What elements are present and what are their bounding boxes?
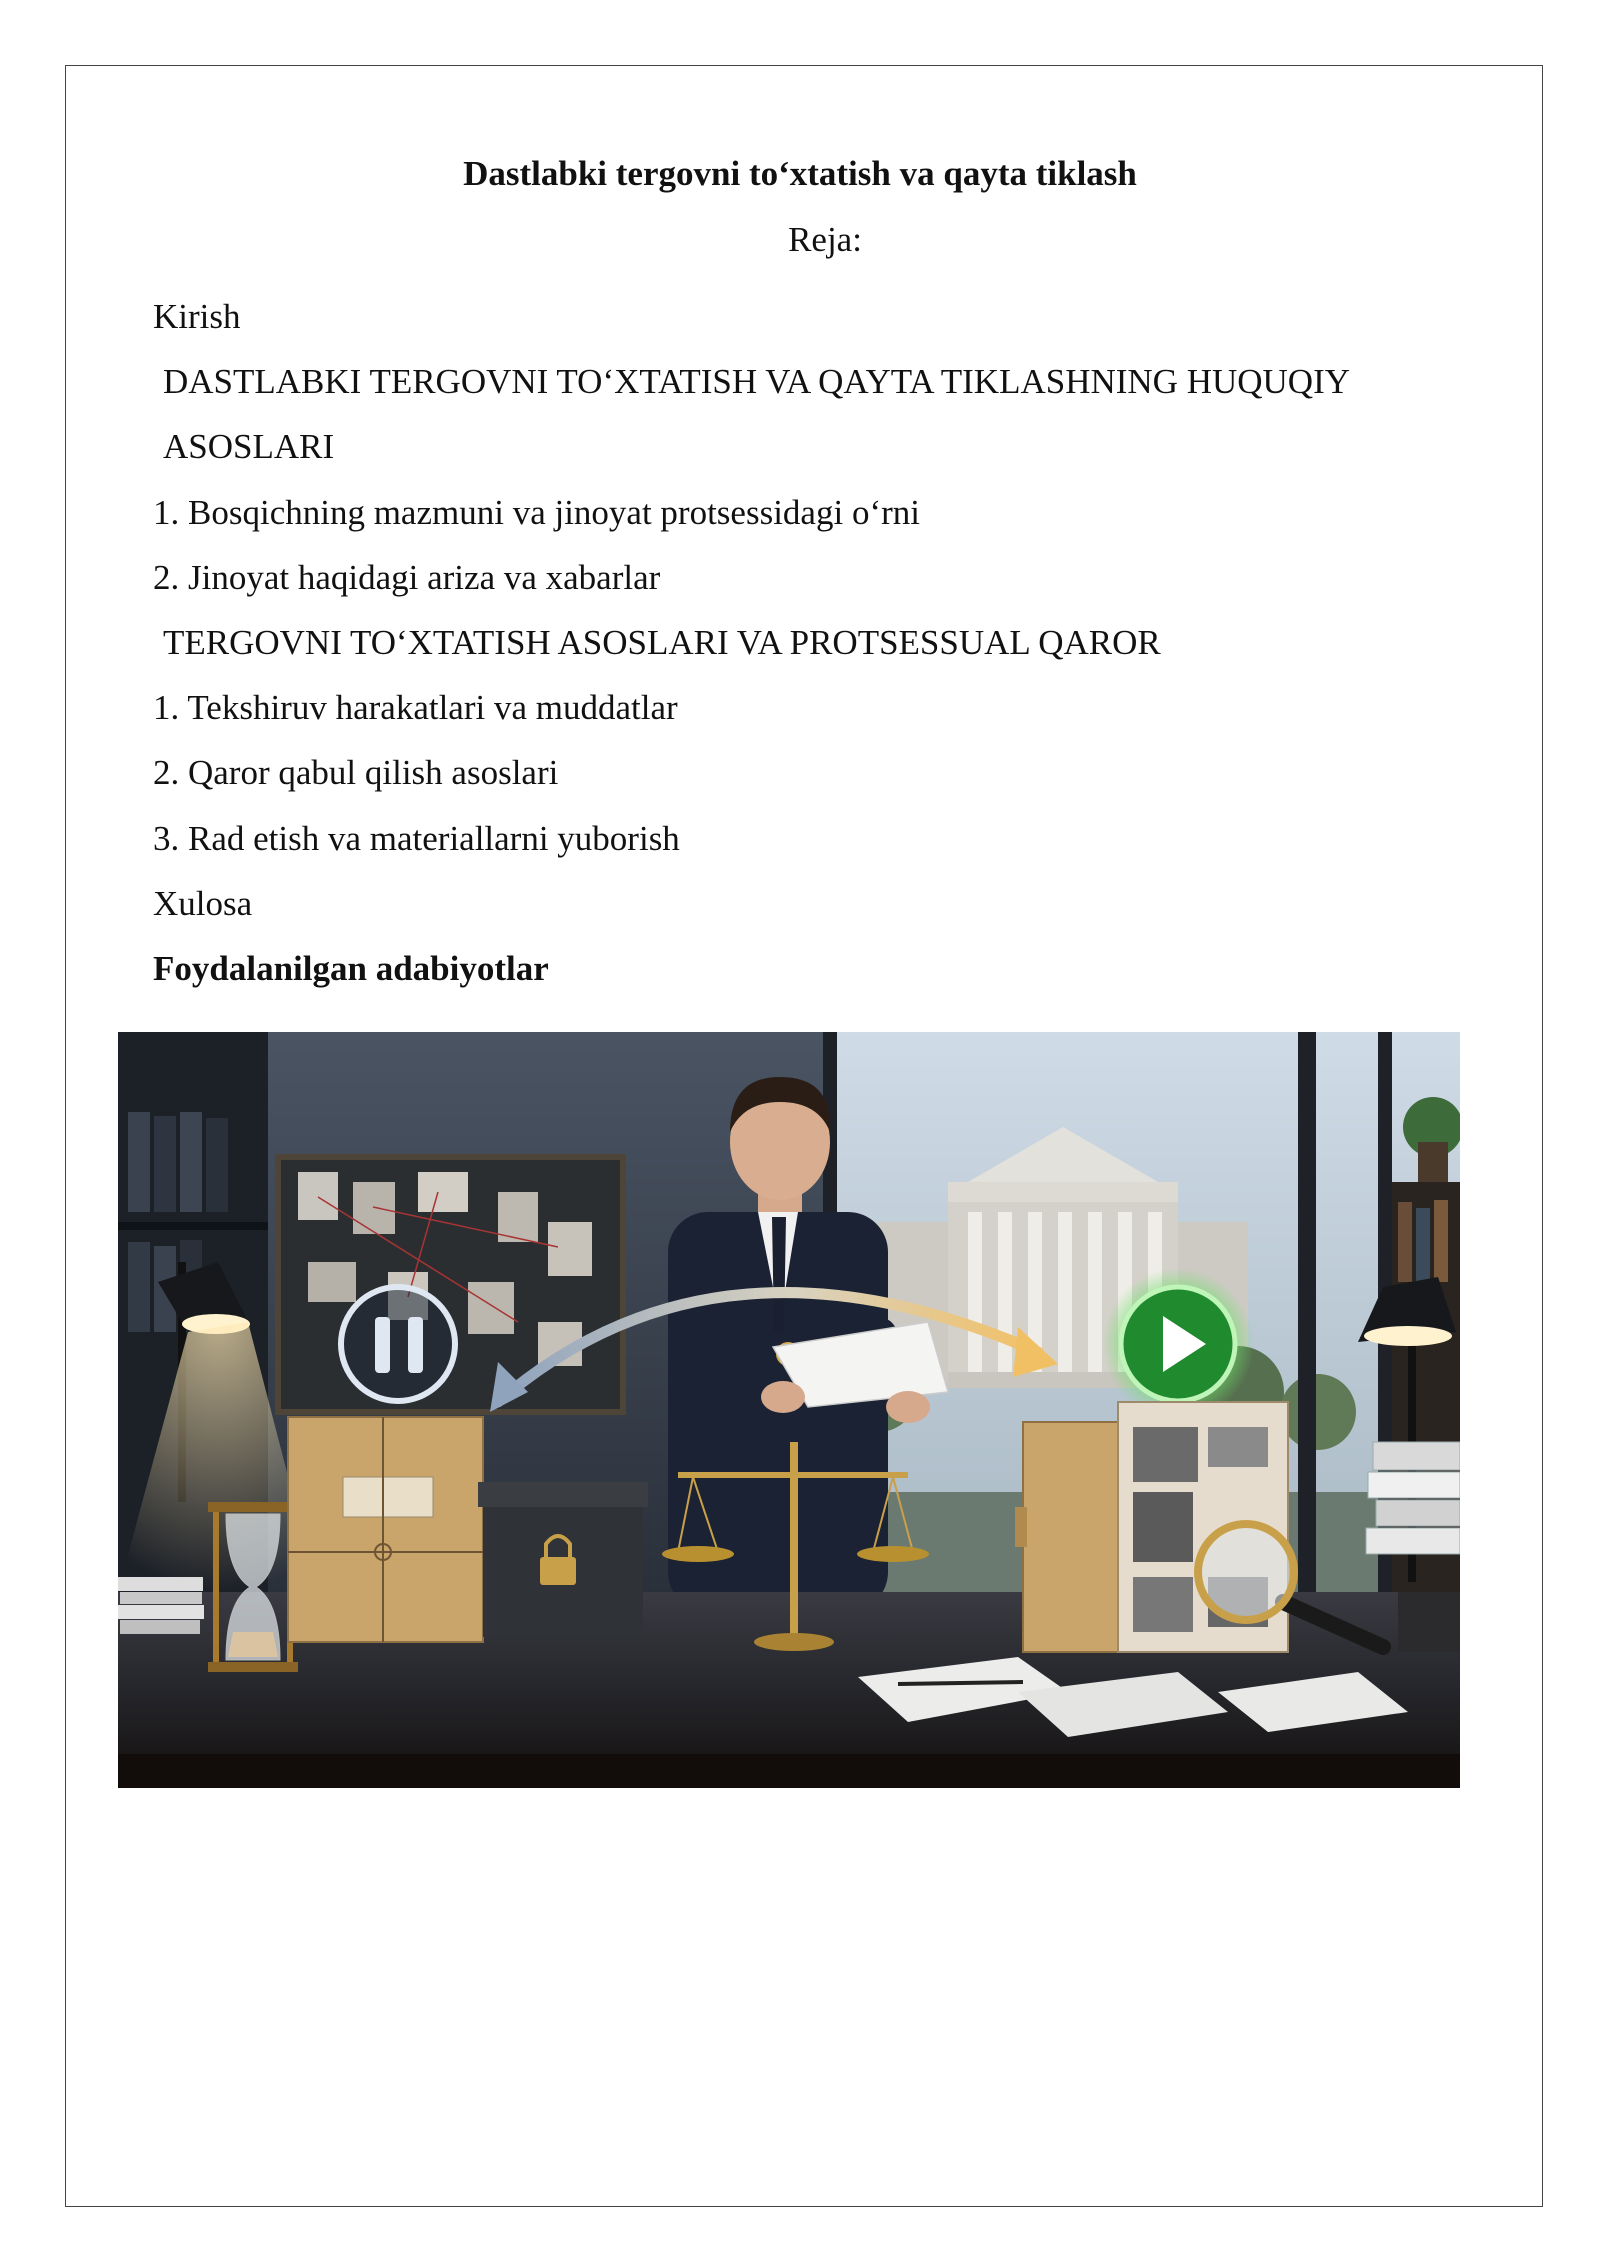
toc-chapter-2: TERGOVNI TO‘XTATISH ASOSLARI VA PROTSESSUAL QAROR: [163, 623, 1161, 663]
table-of-contents: [153, 284, 1473, 1001]
toc-item-intro: Kirish: [153, 297, 241, 336]
toc-item-1-1: 1. Bosqichning mazmuni va jinoyat protsessidagi o‘rni: [153, 492, 920, 532]
document-title: Dastlabki tergovni to‘xtatish va qayta tiklash: [463, 154, 1137, 193]
toc-item-references: Foydalanilgan adabiyotlar: [153, 949, 549, 989]
toc-item-conclusion: Xulosa: [153, 883, 253, 923]
illustration-investigation: [118, 1032, 1460, 1788]
toc-item-1-2: 2. Jinoyat haqidagi ariza va xabarlar: [153, 557, 661, 597]
evidence-board: [278, 1157, 623, 1412]
archived-folder: [288, 1417, 483, 1642]
pause-icon: [341, 1287, 455, 1401]
locked-box: [478, 1482, 648, 1637]
toc-item-2-3: 3. Rad etish va materiallarni yuborish: [153, 818, 680, 858]
paper-stack-left: [118, 1577, 204, 1634]
toc-item-2-1: 1. Tekshiruv harakatlari va muddatlar: [153, 688, 678, 728]
play-icon: [1102, 1268, 1254, 1420]
illustration-svg: [118, 1032, 1460, 1788]
toc-item-2-2: 2. Qaror qabul qilish asoslari: [153, 753, 559, 793]
toc-chapter-1: DASTLABKI TERGOVNI TO‘XTATISH VA QAYTA TIKLASHNING HUQUQIY ASOSLARI: [163, 362, 1349, 467]
plan-label: Reja:: [788, 220, 862, 259]
